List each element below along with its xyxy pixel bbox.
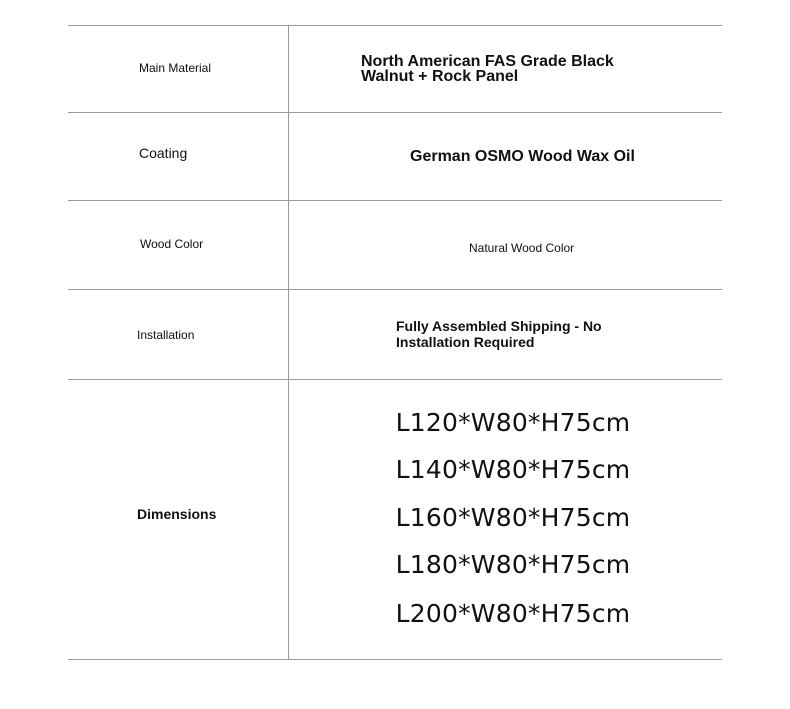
spec-table: [68, 25, 722, 659]
dimension-item: L140*W80*H75cm: [395, 455, 631, 484]
installation-label: Installation: [137, 328, 195, 342]
dimension-item: L120*W80*H75cm: [395, 408, 631, 437]
main-material-value: North American FAS Grade Black Walnut + Rock Panel: [361, 53, 614, 85]
dimensions-label: Dimensions: [137, 506, 217, 522]
wood-color-label: Wood Color: [140, 237, 204, 251]
spec-row-installation: [68, 290, 722, 380]
coating-label: Coating: [139, 145, 188, 161]
installation-value: Fully Assembled Shipping - No Installation Required: [396, 318, 602, 350]
spec-row-coating: [68, 113, 722, 201]
spec-row-wood-color: [68, 201, 722, 290]
spec-row-main-material: [68, 26, 722, 113]
main-material-label: Main Material: [139, 61, 212, 75]
dimension-item: L200*W80*H75cm: [395, 599, 631, 628]
dimension-item: L160*W80*H75cm: [395, 503, 631, 532]
wood-color-value: Natural Wood Color: [469, 241, 575, 255]
spec-row-dimensions: [68, 380, 722, 660]
coating-value: German OSMO Wood Wax Oil: [410, 148, 635, 165]
dimension-item: L180*W80*H75cm: [395, 550, 631, 579]
